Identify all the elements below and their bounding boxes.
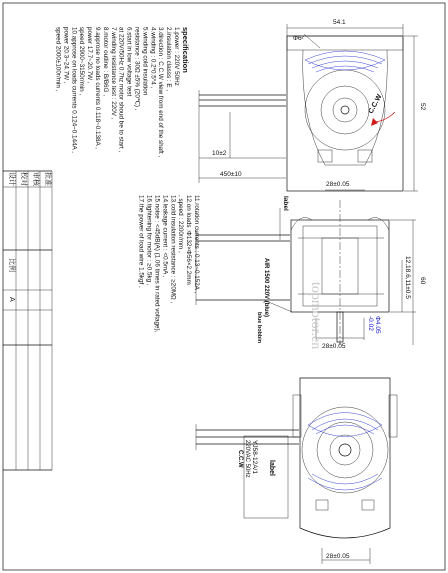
watermark: topmotor.en <box>308 282 323 350</box>
bottom-view-drawing <box>196 378 397 564</box>
dim-stack: 60 <box>419 277 426 285</box>
spec-line: power 17.7~20.7W , <box>86 27 94 84</box>
row-designer: 设计 <box>8 172 15 186</box>
spec-list-left <box>55 27 181 157</box>
side-label-text: AIR 1500 220V (blue) <box>263 258 269 318</box>
dim-mount-spacing-side: 28±0.05 <box>322 343 346 350</box>
spec-line: 16.tightening for motor : ≥0.5kg , <box>145 195 153 286</box>
spec-line: 8.motor outline : B/B6G , <box>101 27 109 96</box>
bobbin-callout: blue bobbin <box>256 312 262 344</box>
top-view-drawing <box>199 24 418 191</box>
dim-shaft-diameter: Ф4.05 <box>374 316 381 334</box>
spec-line: at 220V/50Hz 0.7hz motor shoud be to start , <box>117 27 125 153</box>
nameplate-direction: C.C.W <box>237 450 243 468</box>
dim-hole: Ф6² <box>293 35 304 42</box>
dim-lead-length: 450±10 <box>220 171 242 178</box>
ccw-label: C.C.W <box>367 93 384 115</box>
dim-stack-parts: 12,18.6,11±0.5 <box>404 256 411 299</box>
spec-line: 2.insulation classs : E , <box>165 27 173 92</box>
spec-line: 3.direction : C.C.W view from end of the shaft , <box>157 27 165 158</box>
spec-line: 7.winding resistance test : 220V , <box>109 27 117 120</box>
spec-line: power 20.3~24.7W , <box>62 27 70 84</box>
specification-block <box>55 27 201 333</box>
nameplate <box>237 436 288 518</box>
nameplate-heading: label <box>268 460 275 476</box>
spec-line: speed 2000±100r/min , <box>54 27 62 92</box>
nameplate-model: YJ58-12A/1 <box>251 440 258 474</box>
spec-line: 17.the power of load wire 1.5kgf , <box>137 195 145 288</box>
ratio-label: 比例 <box>8 258 15 272</box>
spec-list-right <box>138 195 200 333</box>
row-reviewer: 审核 <box>32 172 39 186</box>
spec-line: , speed : 2200r/mm , <box>177 195 185 253</box>
spec-line: 13.cold insulation resistance : ≥20MΩ , <box>169 195 177 304</box>
spec-line: 12.on loads :Ф132×Ф56×2.2mm <box>185 195 193 285</box>
dim-shaft-tolerance: -0.02 <box>367 316 374 331</box>
spec-line: 10.approse on loads currents 0.124~0.144A , <box>70 27 78 153</box>
dim-mount-spacing: 28±0.05 <box>326 181 350 188</box>
row-checker: 校对 <box>20 172 27 186</box>
spec-line: 14.leakage current : <0.5mA , <box>161 195 169 278</box>
dim-height: 52 <box>419 103 426 111</box>
dim-lead-offset: 10±2 <box>212 150 227 157</box>
spec-line: 11.rotation currents : 0.13~0.152A , <box>193 195 200 294</box>
spec-line: 9.approse no loads currents 0.118~0.138A , <box>94 27 101 149</box>
nameplate-rating: 220VAC 50Hz <box>244 440 250 478</box>
spec-line: speed 2900~3150r/min , <box>78 27 86 96</box>
side-view-drawing <box>196 200 416 345</box>
dim-bottom-mount-spacing: 28±0.05 <box>326 553 350 560</box>
spec-heading: specification <box>181 27 190 73</box>
dim-width: 54.1 <box>333 19 346 26</box>
spec-line: 4.winding : 0.2*0.5*4 , <box>149 27 157 89</box>
spec-line: 1.power : 220V 50Hz <box>173 27 180 86</box>
spec-line: 15.noise : <45dB(A) (1.06 times in rated voltage), <box>153 195 161 333</box>
spec-line: resistance : 30Ω ±5% (20℃) , <box>133 27 141 111</box>
ratio-value: A <box>8 297 15 302</box>
side-label-heading: label <box>282 196 289 211</box>
title-block <box>3 171 53 470</box>
row-approver: 批准 <box>44 172 51 186</box>
spec-line: 5.winding cold insulation <box>141 27 149 96</box>
spec-line: 6.start in low voltage test <box>125 27 133 97</box>
